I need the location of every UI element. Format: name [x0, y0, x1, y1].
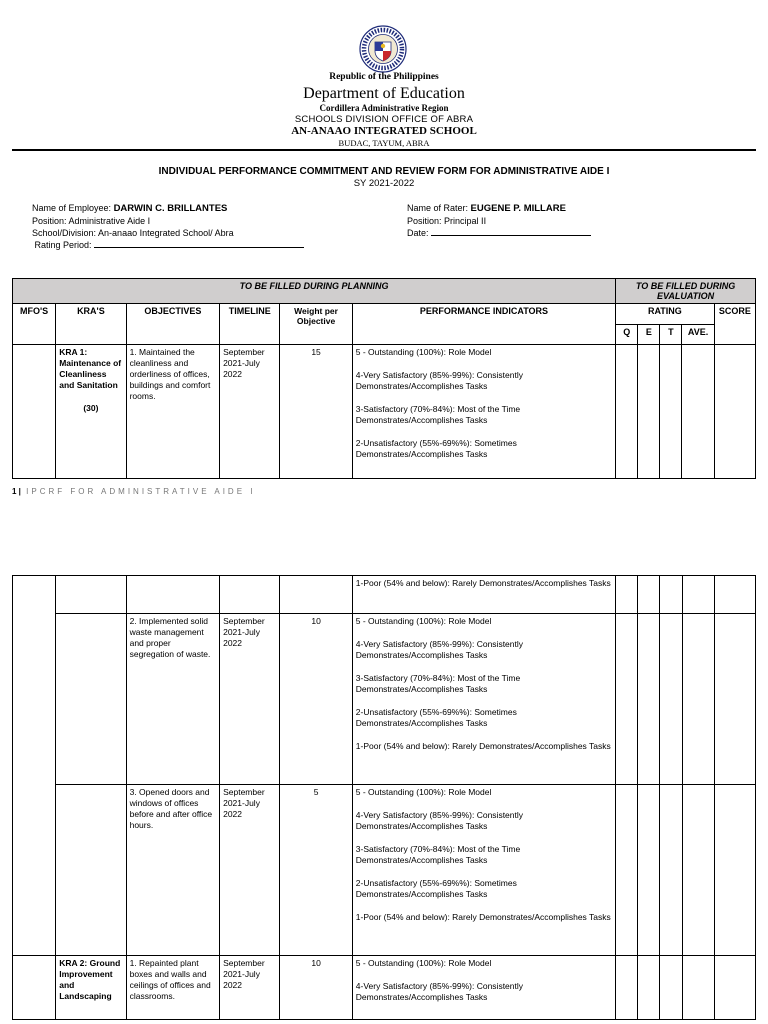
- col-ave: AVE.: [682, 325, 714, 345]
- score-cell: [714, 345, 755, 479]
- indicator-2: 2-Unsatisfactory (55%-69%%): Sometimes Demonstrates/Accomplishes Tasks: [355, 438, 517, 459]
- rating-q-cell: [616, 956, 638, 1020]
- indicators-cell: [352, 345, 615, 479]
- date-field: [431, 227, 591, 236]
- rater-info: [407, 202, 591, 239]
- weight-cell: 10: [280, 956, 352, 1020]
- indicator-4: 4-Very Satisfactory (85%-99%): Consistently Demonstrates/Accomplishes Tasks: [355, 370, 523, 391]
- kra-cell: [56, 345, 126, 479]
- indicator-5: 5 - Outstanding (100%): Role Model: [355, 616, 492, 626]
- school-name: AN-ANAAO INTEGRATED SCHOOL: [291, 125, 477, 137]
- indicator-2: 2-Unsatisfactory (55%-69%%): Sometimes Demonstrates/Accomplishes Tasks: [355, 878, 517, 899]
- school-address: BUDAC, TAYUM, ABRA: [338, 138, 430, 148]
- employee-school: An-anaao Integrated School/ Abra: [98, 228, 234, 238]
- rating-e-cell: [638, 345, 660, 479]
- score-cell: [714, 614, 755, 785]
- score-cell: [714, 956, 755, 1020]
- form-title: INDIVIDUAL PERFORMANCE COMMITMENT AND REVIEW FORM FOR ADMINISTRATIVE AIDE I: [158, 166, 610, 177]
- indicator-5: 5 - Outstanding (100%): Role Model: [355, 958, 492, 968]
- timeline-cell: [220, 576, 280, 614]
- employee-info: [32, 202, 304, 251]
- school-label: School/Division:: [32, 228, 97, 238]
- indicator-4: 4-Very Satisfactory (85%-99%): Consistently Demonstrates/Accomplishes Tasks: [355, 810, 524, 831]
- kra-cell: [56, 576, 126, 614]
- col-weight: Weight per Objective: [280, 304, 352, 345]
- rating-t-cell: [660, 956, 682, 1020]
- timeline-cell: September 2021-July 2022: [220, 614, 280, 785]
- rating-period-label: Rating Period:: [34, 240, 92, 250]
- rating-t-cell: [660, 345, 682, 479]
- col-objectives: OBJECTIVES: [126, 304, 219, 345]
- deped-seal-logo: [359, 25, 407, 73]
- col-t: T: [660, 325, 682, 345]
- indicators-cell: [352, 785, 615, 956]
- date-label: Date:: [407, 228, 429, 238]
- kra1-label: KRA 1: Maintenance of Cleanliness and Sanitation: [59, 347, 122, 390]
- rater-position-label: Position:: [407, 216, 442, 226]
- ipcrf-table-page2: [12, 575, 756, 1020]
- weight-cell: 5: [280, 785, 352, 956]
- evaluation-band: TO BE FILLED DURING EVALUATION: [616, 279, 756, 304]
- indicator-1: 1-Poor (54% and below): Rarely Demonstrates/Accomplishes Tasks: [355, 741, 611, 751]
- score-cell: [714, 576, 755, 614]
- col-timeline: TIMELINE: [220, 304, 280, 345]
- kra-cell: [56, 956, 126, 1020]
- timeline-cell: September 2021-July 2022: [220, 956, 280, 1020]
- table-row: [13, 956, 756, 1020]
- objective-cell: 1. Repainted plant boxes and walls and ceilings of offices and classrooms.: [126, 956, 220, 1020]
- department-name: Department of Education: [303, 85, 465, 102]
- col-rating: RATING: [616, 304, 714, 325]
- rating-q-cell: [616, 785, 638, 956]
- rater-label: Name of Rater:: [407, 203, 469, 213]
- rating-e-cell: [638, 576, 660, 614]
- indicator-3: 3-Satisfactory (70%-84%): Most of the Time Demonstrates/Accomplishes Tasks: [355, 844, 521, 865]
- indicator-3: 3-Satisfactory (70%-84%): Most of the Time Demonstrates/Accomplishes Tasks: [355, 673, 521, 694]
- col-indicators: PERFORMANCE INDICATORS: [352, 304, 615, 345]
- rater-name: EUGENE P. MILLARE: [470, 203, 566, 214]
- objective-cell: 1. Maintained the cleanliness and orderliness of offices, buildings and comfort rooms.: [126, 345, 219, 479]
- indicator-4: 4-Very Satisfactory (85%-99%): Consistently Demonstrates/Accomplishes Tasks: [355, 639, 524, 660]
- rater-position: Principal II: [444, 216, 487, 226]
- mfo-cell: [13, 576, 56, 956]
- weight-cell: 10: [280, 614, 352, 785]
- employee-name: DARWIN C. BRILLANTES: [113, 203, 228, 214]
- mfo-cell: [13, 345, 56, 479]
- employee-position: Administrative Aide I: [68, 216, 151, 226]
- indicator-4: 4-Very Satisfactory (85%-99%): Consistently Demonstrates/Accomplishes Tasks: [355, 981, 524, 1002]
- weight-cell: [280, 576, 352, 614]
- indicators-cell: [352, 576, 615, 614]
- kra1-points: (30): [83, 403, 99, 413]
- kra2-label: KRA 2: Ground Improvement and Landscaping: [59, 958, 121, 1001]
- page-number: 1 |: [12, 487, 21, 496]
- kra-cell: [56, 614, 126, 785]
- rating-ave-cell: [682, 345, 714, 479]
- ipcrf-table-page1: [12, 278, 756, 479]
- kra-cell: [56, 785, 126, 956]
- republic-line: Republic of the Philippines: [329, 72, 439, 82]
- col-mfo: MFO'S: [13, 304, 56, 345]
- objective-cell: [126, 576, 220, 614]
- table-row: [13, 576, 756, 614]
- planning-band: TO BE FILLED DURING PLANNING: [13, 279, 616, 304]
- rating-t-cell: [660, 785, 682, 956]
- table-row: [13, 614, 756, 785]
- division-name: SCHOOLS DIVISION OFFICE OF ABRA: [294, 114, 474, 125]
- objective-cell: 3. Opened doors and windows of offices before and after office hours.: [126, 785, 220, 956]
- rating-e-cell: [638, 785, 660, 956]
- position-label: Position:: [32, 216, 67, 226]
- mfo-cell: [13, 956, 56, 1020]
- rating-ave-cell: [682, 785, 714, 956]
- indicator-1: 1-Poor (54% and below): Rarely Demonstrates/Accomplishes Tasks: [355, 578, 611, 588]
- rating-ave-cell: [682, 576, 714, 614]
- indicators-cell: [352, 614, 615, 785]
- table-row: [13, 345, 756, 479]
- indicator-2: 2-Unsatisfactory (55%-69%%): Sometimes Demonstrates/Accomplishes Tasks: [355, 707, 517, 728]
- col-score: SCORE: [714, 304, 755, 345]
- rating-e-cell: [638, 614, 660, 785]
- employee-label: Name of Employee:: [32, 203, 112, 213]
- header-divider: [12, 149, 756, 151]
- indicator-5: 5 - Outstanding (100%): Role Model: [355, 787, 492, 797]
- score-cell: [714, 785, 755, 956]
- table-row: [13, 785, 756, 956]
- indicator-3: 3-Satisfactory (70%-84%): Most of the Time Demonstrates/Accomplishes Tasks: [355, 404, 521, 425]
- rating-t-cell: [660, 576, 682, 614]
- rating-q-cell: [616, 345, 638, 479]
- rating-period-field: [94, 239, 304, 248]
- col-q: Q: [616, 325, 638, 345]
- school-year: SY 2021-2022: [353, 178, 415, 189]
- weight-cell: 15: [280, 345, 352, 479]
- col-kra: KRA'S: [56, 304, 126, 345]
- rating-ave-cell: [682, 956, 714, 1020]
- rating-q-cell: [616, 576, 638, 614]
- region-name: Cordillera Administrative Region: [319, 103, 449, 113]
- objective-cell: 2. Implemented solid waste management and proper segregation of waste.: [126, 614, 220, 785]
- indicator-5: 5 - Outstanding (100%): Role Model: [355, 347, 492, 357]
- footer-text: IPCRF FOR ADMINISTRATIVE AIDE I: [26, 487, 256, 496]
- rating-ave-cell: [682, 614, 714, 785]
- rating-e-cell: [638, 956, 660, 1020]
- rating-q-cell: [616, 614, 638, 785]
- col-e: E: [638, 325, 660, 345]
- rating-t-cell: [660, 614, 682, 785]
- indicator-1: 1-Poor (54% and below): Rarely Demonstrates/Accomplishes Tasks: [355, 912, 611, 922]
- indicators-cell: [352, 956, 615, 1020]
- page-footer: [12, 487, 255, 496]
- timeline-cell: September 2021-July 2022: [220, 345, 280, 479]
- timeline-cell: September 2021-July 2022: [220, 785, 280, 956]
